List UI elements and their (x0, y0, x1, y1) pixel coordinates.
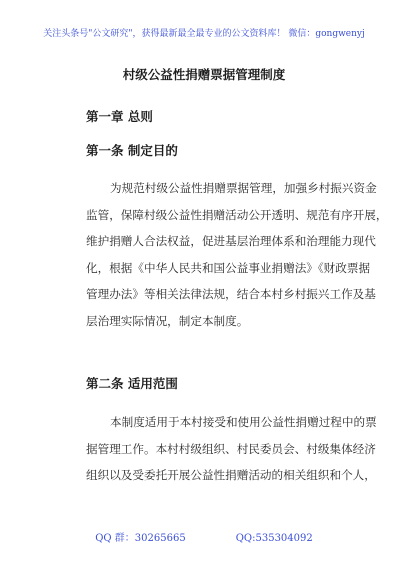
chapter-heading: 第一章 总则 (86, 109, 153, 124)
article-1-heading: 第一条 制定目的 (86, 143, 178, 158)
article-2-heading: 第二条 适用范围 (86, 376, 178, 391)
article-2-line: 据管理工作。本村村级组织、村民委员会、村级集体经济 (86, 441, 376, 456)
article-2-body (86, 409, 377, 489)
document-title: 村级公益性捐赠票据管理制度 (122, 67, 286, 82)
article-1-line: 监管，保障村级公益性捐赠活动公开透明、规范有序开展， (86, 207, 388, 222)
contact-footer (0, 532, 408, 545)
article-2-line: 组织以及受委托开展公益性捐赠活动的相关组织和个人， (86, 468, 376, 483)
article-1-line: 管理办法》等相关法律法规，结合本村乡村振兴工作及基 (86, 287, 376, 302)
qq-contact-number: QQ:535304092 (235, 533, 313, 544)
article-2-line: 本制度适用于本村接受和使用公益性捐赠过程中的票 (110, 415, 377, 429)
qq-group-number: QQ 群：30265665 (95, 533, 186, 544)
article-1-line: 化，根据《中华人民共和国公益事业捐赠法》《财政票据 (86, 260, 371, 275)
article-1-line: 为规范村级公益性捐赠票据管理，加强乡村振兴资金 (110, 181, 377, 195)
promo-banner: 关注头条号"公文研究"，获得最新最全最专业的公文资料库！ 微信：gongwenyj (43, 29, 365, 39)
article-1-body (86, 175, 388, 335)
article-1-line: 维护捐赠人合法权益，促进基层治理体系和治理能力现代 (86, 234, 376, 249)
article-1-line: 层治理实际情况，制定本制度。 (86, 313, 249, 328)
